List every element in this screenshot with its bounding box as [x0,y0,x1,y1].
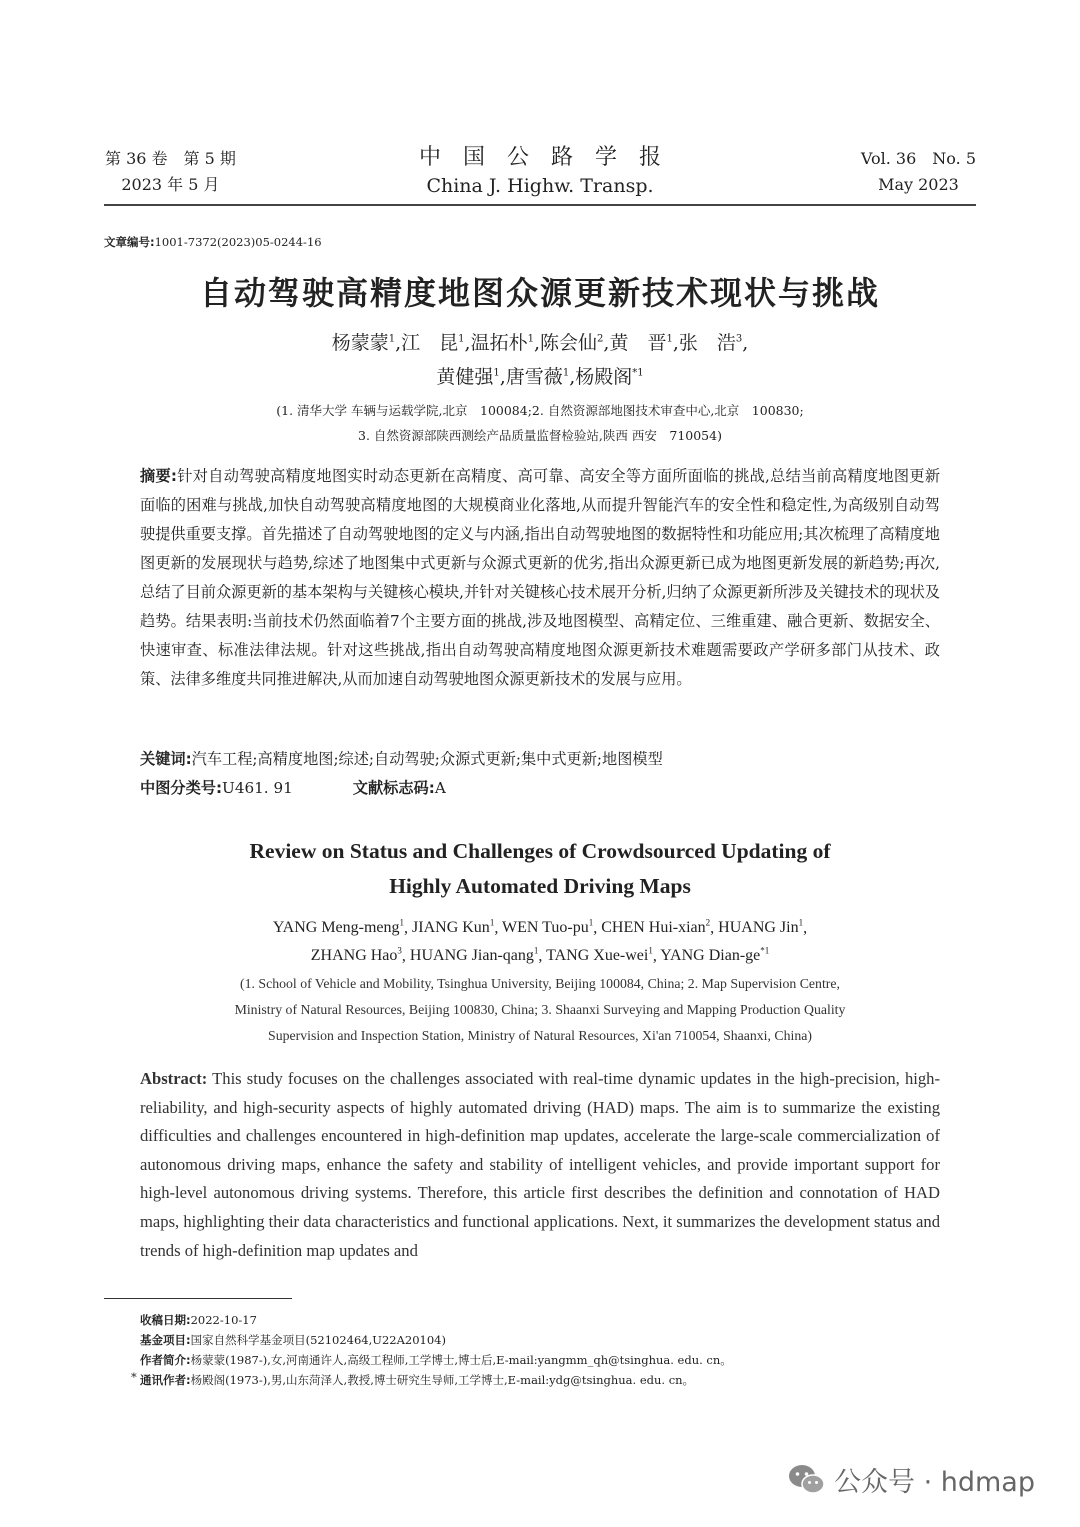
fund-value: 国家自然科学基金项目(52102464,U22A20104) [190,1333,446,1347]
header-rule [104,204,976,206]
affiliation-cn-line2: 3. 自然资源部陕西测绘产品质量监督检验站,陕西 西安 710054) [358,428,722,443]
journal-title [340,140,740,197]
article-number [104,234,322,250]
received-label: 收稿日期: [140,1313,191,1327]
journal-name-cn: 中国公路学报 [418,145,683,170]
article-number-value: 1001-7372(2023)05-0244-16 [154,235,322,249]
keywords-label: 关键词: [140,750,192,768]
fund-label: 基金项目: [140,1333,191,1347]
corresponding-value: 杨殿阁(1973-),男,山东菏泽人,教授,博士研究生导师,工学博士,E-mail:ydg@tsinghua. edu. cn。 [190,1373,695,1387]
volume-issue-cn: 第 36 卷 第 5 期 [105,149,236,168]
abstract-en-label: Abstract: [140,1069,208,1088]
keywords-cn [140,748,663,769]
author-cn: 陈会仙$^2$ [540,332,604,354]
affiliation-cn-line1: (1. 清华大学 车辆与运载学院,北京 100084;2. 自然资源部地图技术审查中心,北京 100830; [276,403,804,418]
article-number-label: 文章编号: [104,235,155,249]
abstract-cn [140,462,940,694]
watermark-text: 公众号 · hdmap [834,1467,1035,1498]
abstract-en-text: This study focuses on the challenges associated with real-time dynamic updates in the high-precision, high-reliability, and high-security aspects of highly automated driving (HAD) maps. The aim is to summarize the existing difficulties and challenges encountered in high-definition map updates, accelerate the large-scale commercialization of autonomous driving maps, enhance the safety and stability of intelligent vehicles, and provide important support for high-level autonomous driving systems. Therefore, this article first describes the definition and connotation of HAD maps, highlighting their data characteristics and functional applications. Next, it summarizes the development status and trends of high-definition map updates and [140,1069,940,1260]
corresponding-label: 通讯作者: [140,1373,191,1387]
wechat-icon [788,1463,826,1497]
clc-value: U461. 91 [222,779,293,797]
authors-cn-line2: 黄健强$^1$,唐雪薇$^1$,杨殿阁$^{*1}$ [436,366,644,388]
author-cn: 唐雪薇$^1$ [505,366,570,388]
doc-code-label: 文献标志码: [352,779,435,797]
footnote-author [140,1352,732,1368]
affiliation-en-line2: Ministry of Natural Resources, Beijing 100830, China; 3. Shaanxi Surveying and Mapping Production Quality [234,1002,846,1017]
abstract-en [140,1065,940,1265]
author-cn: 杨殿阁$^{*1}$ [575,366,644,388]
volume-issue-en: Vol. 36 No. 5 [860,149,976,168]
affiliation-en-line3: Supervision and Inspection Station, Ministry of Natural Resources, Xi'an 710054, Shaanxi, China) [268,1028,812,1043]
title-en [0,834,1080,904]
author-cn: 张 浩$^3$ [678,332,743,354]
author-bio-value: 杨蒙蒙(1987-),女,河南通许人,高级工程师,工学博士,博士后,E-mail:yangmm_qh@tsinghua. edu. cn。 [190,1353,732,1367]
author-cn: 江 昆$^1$ [401,332,465,354]
author-en: HUANG Jian-qang$^1$ [409,946,539,965]
author-en: YANG Meng-meng$^1$ [272,918,405,937]
classification [140,777,446,798]
title-cn: 自动驾驶高精度地图众源更新技术现状与挑战 [199,274,880,312]
received-value: 2022-10-17 [190,1313,257,1327]
footnote-received [140,1312,257,1328]
footnote-rule [104,1298,292,1299]
watermark [788,1460,1035,1499]
authors-en-line1: YANG Meng-meng$^1$, JIANG Kun$^1$, WEN Tuo-$pu^1$, CHEN Hui-xian$^2$, HUANG Jin$^1$, [272,918,808,937]
header-right [861,146,976,198]
corresponding-star: * [131,1370,137,1384]
author-en: YANG Dian-$ge^{*1}$ [660,946,770,965]
date-en: May 2023 [878,175,959,194]
author-en: JIANG Kun$^1$ [412,918,495,937]
clc-label: 中图分类号: [140,779,223,797]
authors-en-line2: ZHANG Hao$^3$, HUANG Jian-qang$^1$, TANG Xue-wei$^1$, YANG Dian-$ge^{*1}$ [310,946,770,965]
journal-name-en: China J. Highw. Transp. [426,175,654,197]
title-en-line2: Highly Automated Driving Maps [389,874,691,898]
author-cn: 杨蒙蒙$^1$ [331,332,396,354]
author-en: ZHANG Hao$^3$ [310,946,402,965]
header-left [105,146,236,198]
author-cn: 黄 晋$^1$ [609,332,673,354]
author-bio-label: 作者简介: [140,1353,191,1367]
author-en: WEN Tuo-$pu^1$ [502,918,594,937]
footnote-fund [140,1332,446,1348]
authors-cn-line1: 杨蒙蒙$^1$,江 昆$^1$,温拓朴$^1$,陈会仙$^2$,黄 晋$^1$,张 浩$^3$, [331,332,749,354]
author-en: TANG Xue-wei$^1$ [546,946,653,965]
author-cn: 黄健强$^1$ [436,366,500,388]
date-cn: 2023 年 5 月 [121,175,220,194]
abstract-cn-label: 摘要: [140,467,178,485]
doc-code-value: A [434,779,446,797]
keywords-text: 汽车工程;高精度地图;综述;自动驾驶;众源式更新;集中式更新;地图模型 [191,750,663,768]
title-en-line1: Review on Status and Challenges of Crowdsourced Updating of [249,839,831,863]
author-cn: 温拓朴$^1$ [470,332,534,354]
affiliation-en-line1: (1. School of Vehicle and Mobility, Tsinghua University, Beijing 100084, China; 2. Map Supervision Centre, [240,976,840,991]
abstract-cn-text: 针对自动驾驶高精度地图实时动态更新在高精度、高可靠、高安全等方面所面临的挑战,总结当前高精度地图更新面临的困难与挑战,加快自动驾驶高精度地图的大规模商业化落地,从而提升智能汽车的安全性和稳定性,为高级别自动驾驶提供重要支撑。首先描述了自动驾驶地图的定义与内涵,指出自动驾驶地图的数据特性和功能应用;其次梳理了高精度地图更新的发展现状与趋势,综述了地图集中式更新与众源式更新的优劣,指出众源更新已成为地图更新发展的新趋势;再次,总结了目前众源更新的基本架构与关键核心模块,并针对关键核心技术展开分析,归纳了众源更新所涉及关键技术的现状及趋势。结果表明:当前技术仍然面临着7个主要方面的挑战,涉及地图模型、高精定位、三维重建、融合更新、数据安全、快速审查、标准法律法规。针对这些挑战,指出自动驾驶高精度地图众源更新技术难题需要政产学研多部门从技术、政策、法律多维度共同推进解决,从而加速自动驾驶地图众源更新技术的发展与应用。 [140,467,941,688]
author-en: CHEN Hui-xian$^2$ [601,918,711,937]
footnote-corresponding [140,1372,694,1388]
author-en: HUANG Jin$^1$ [718,918,804,937]
